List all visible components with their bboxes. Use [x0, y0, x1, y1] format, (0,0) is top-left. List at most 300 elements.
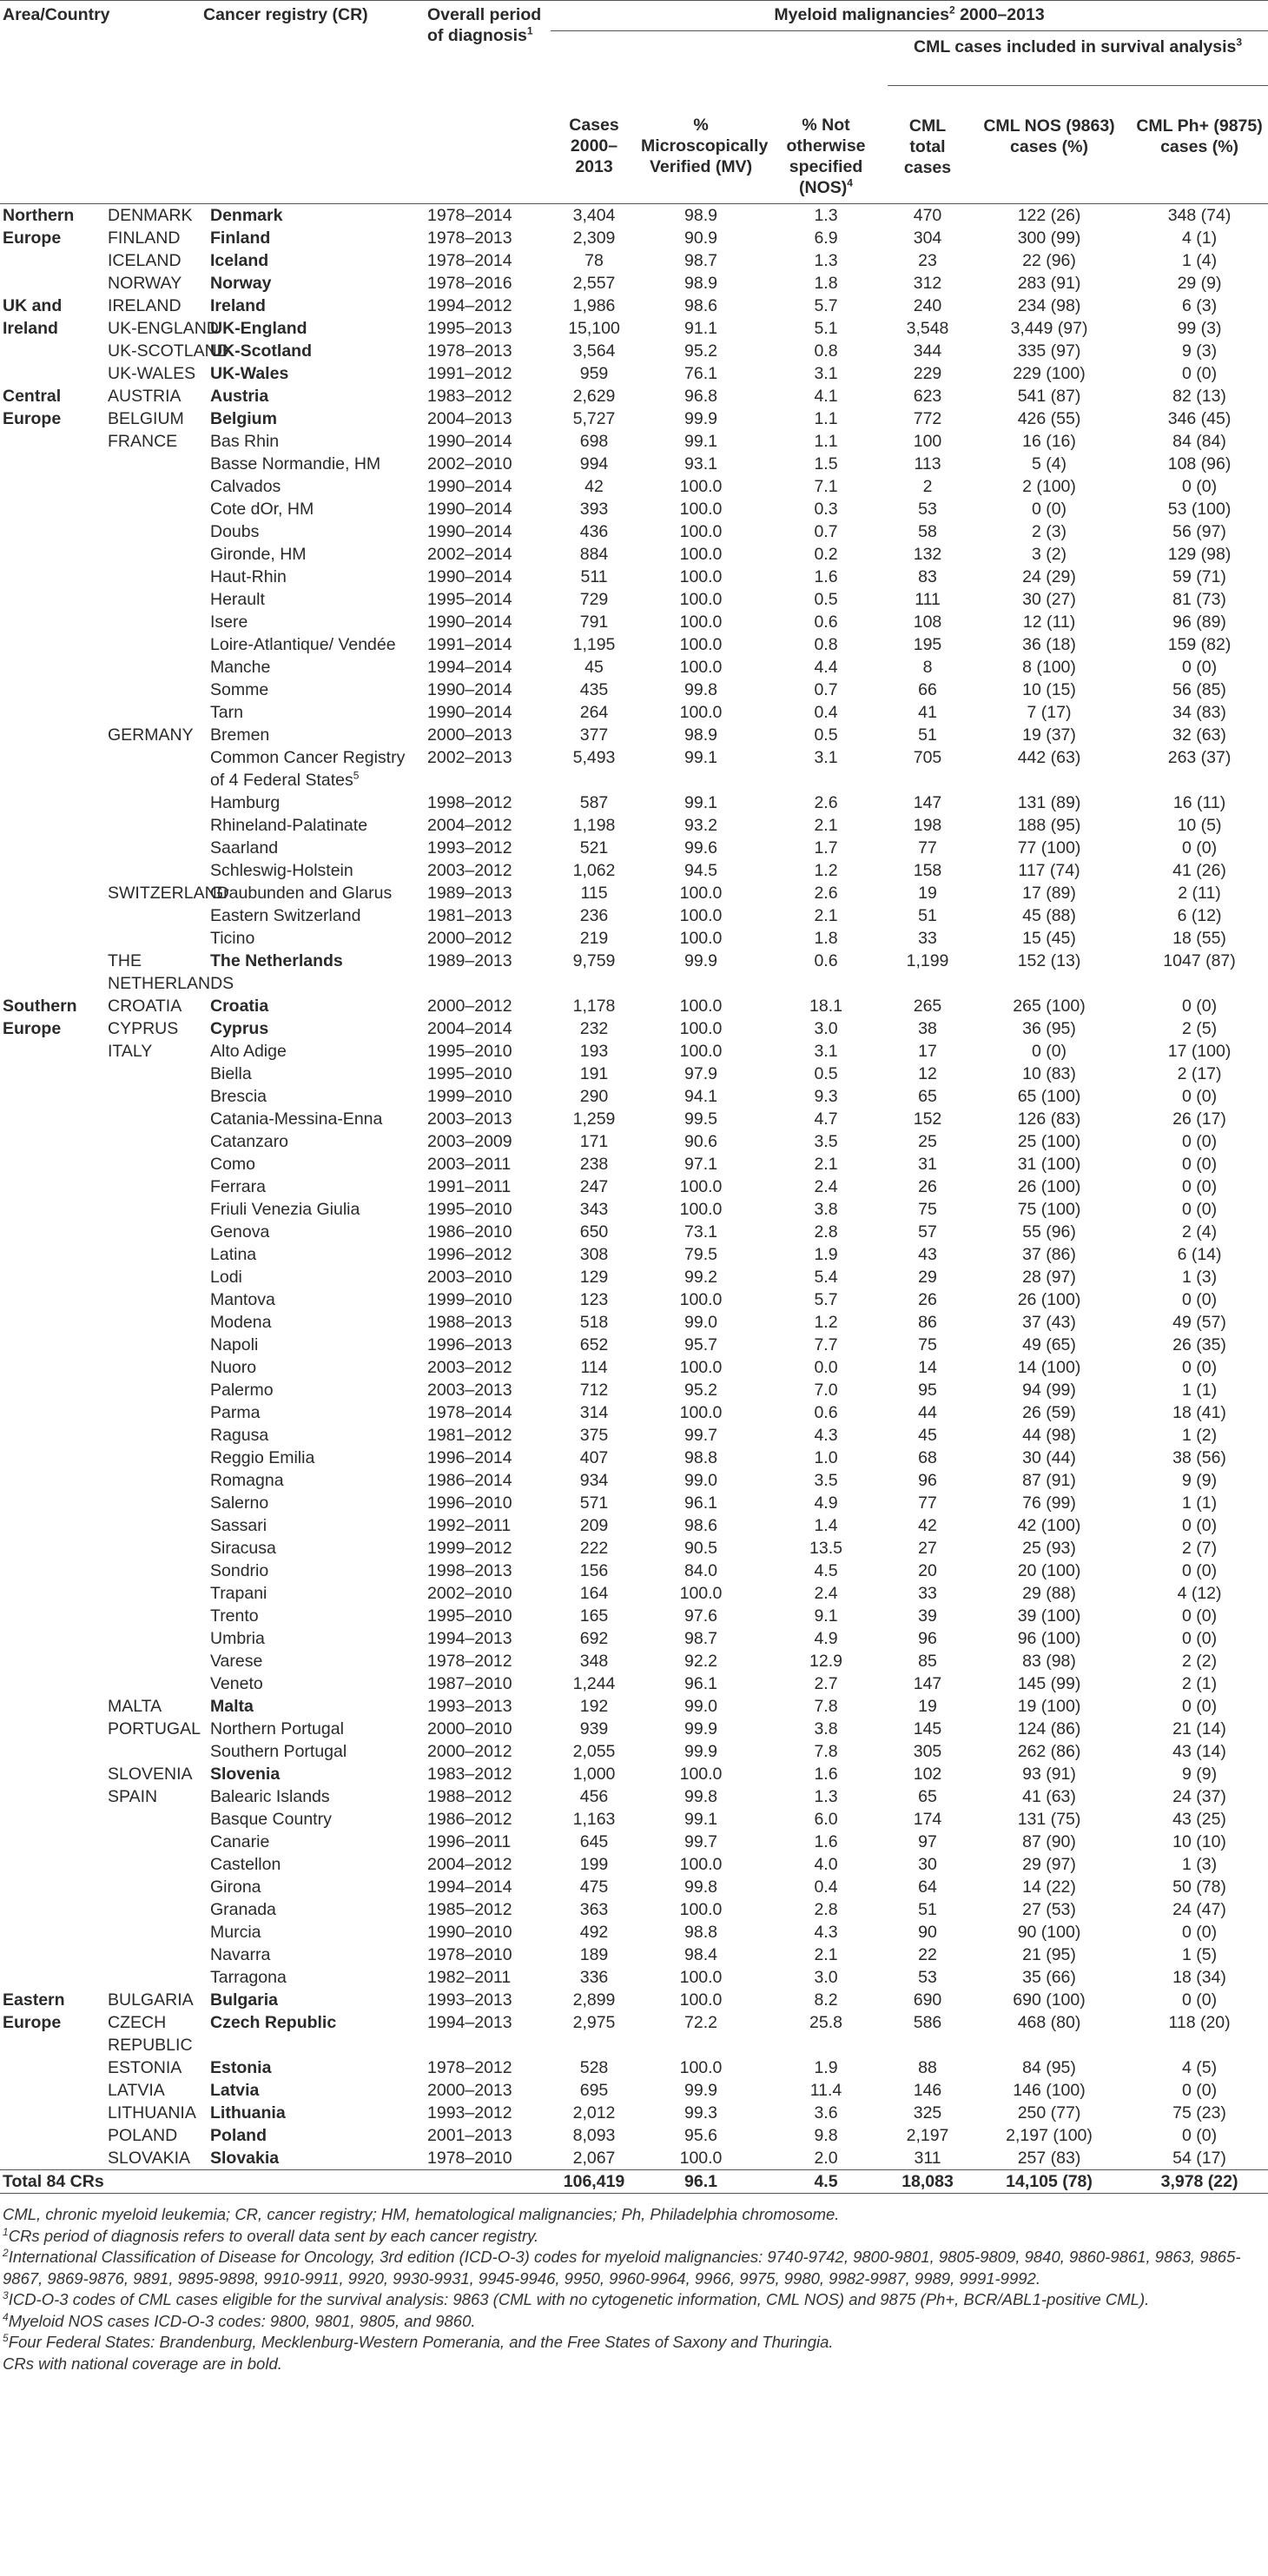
- cell-cmlnos: 3 (2): [1031, 545, 1067, 564]
- cell-cr: Napoli: [210, 1335, 259, 1354]
- cell-ph: 34 (83): [1172, 703, 1226, 722]
- cell-country: [102, 814, 198, 837]
- cell-nos: 2.1: [814, 1155, 838, 1174]
- cell-total: 158: [913, 861, 942, 880]
- cell-cr: Schleswig-Holstein: [210, 861, 353, 880]
- cell-mv: 100.0: [679, 2058, 723, 2077]
- cell-nos: 0.5: [814, 725, 838, 745]
- cell-nos: 1.8: [814, 929, 838, 948]
- cell-country: FINLAND: [108, 228, 181, 248]
- cell-mv: 79.5: [684, 1245, 717, 1264]
- cell-nos: 1.8: [814, 274, 838, 293]
- cell-period: 2000–2012: [427, 1742, 512, 1761]
- table-row: [0, 1989, 1268, 2011]
- cell-cr: Poland: [210, 2126, 267, 2145]
- cell-cases: 191: [579, 1064, 609, 1083]
- cell-cases: 209: [579, 1516, 609, 1535]
- cell-cases: 343: [579, 1200, 609, 1219]
- cell-ph: 84 (84): [1172, 432, 1226, 451]
- cell-ph: 9 (9): [1181, 1765, 1218, 1784]
- cell-area: [0, 1085, 102, 1108]
- table-row: [0, 1266, 1268, 1288]
- cell-cmlnos: 0 (0): [1031, 500, 1067, 519]
- cell-period: 1990–2014: [427, 522, 512, 541]
- cell-country: [102, 1108, 198, 1130]
- cell-cmlnos: 75 (100): [1017, 1200, 1081, 1219]
- cell-cr: Parma: [210, 1403, 261, 1422]
- cell-cr: Belgium: [210, 409, 277, 428]
- cell-cmlnos: 300 (99): [1017, 228, 1081, 248]
- cell-nos: 5.4: [814, 1268, 838, 1287]
- table-row: [0, 1650, 1268, 1672]
- cell-nos: 2.8: [814, 1900, 838, 1919]
- cell-period: 1990–2014: [427, 432, 512, 451]
- table-row: [0, 701, 1268, 724]
- table-row: [0, 2011, 1268, 2056]
- cell-ph: 2 (5): [1181, 1019, 1218, 1038]
- cell-area: [0, 1537, 102, 1560]
- cell-ph: 18 (41): [1172, 1403, 1226, 1422]
- table-row: [0, 679, 1268, 701]
- cell-cases: 264: [579, 703, 609, 722]
- cell-cr: Como: [210, 1155, 256, 1174]
- table-row: [0, 498, 1268, 520]
- table-row: [0, 430, 1268, 453]
- table-row: [0, 1537, 1268, 1560]
- total-cases: 106,419: [551, 2170, 637, 2194]
- cell-cr: Eastern Switzerland: [210, 906, 361, 925]
- cell-area: [0, 1356, 102, 1379]
- cell-cr: Modena: [210, 1313, 272, 1332]
- cell-mv: 99.2: [684, 1268, 717, 1287]
- cell-cmlnos: 45 (88): [1022, 906, 1076, 925]
- cell-cmlnos: 26 (100): [1017, 1290, 1081, 1309]
- cell-total: 97: [918, 1832, 937, 1851]
- cell-period: 1993–2012: [427, 2103, 512, 2122]
- cell-ph: 0 (0): [1181, 1516, 1218, 1535]
- cell-mv: 95.6: [684, 2126, 717, 2145]
- cell-ph: 43 (25): [1172, 1810, 1226, 1829]
- cell-mv: 100.0: [679, 500, 723, 519]
- cell-cr: Rhineland-Palatinate: [210, 816, 368, 835]
- cell-area: [0, 543, 102, 566]
- cell-cases: 247: [579, 1177, 609, 1196]
- cell-total: 111: [915, 590, 941, 609]
- cell-cmlnos: 25 (100): [1017, 1132, 1081, 1151]
- cell-cases: 884: [579, 545, 609, 564]
- cell-mv: 100.0: [679, 1990, 723, 2010]
- cell-nos: 7.1: [814, 477, 838, 496]
- cell-ph: 56 (97): [1172, 522, 1226, 541]
- cell-cr: Southern Portugal: [210, 1742, 347, 1761]
- cell-period: 1999–2010: [427, 1290, 512, 1309]
- cell-cmlnos: 44 (98): [1022, 1426, 1076, 1445]
- cell-cases: 475: [579, 1877, 609, 1897]
- footnote: [3, 2332, 1265, 2354]
- cell-cr: Loire-Atlantique/ Vendée: [210, 635, 396, 654]
- cell-period: 2002–2010: [427, 1584, 512, 1603]
- cell-ph: 41 (26): [1172, 861, 1226, 880]
- cell-country: [102, 1288, 198, 1311]
- cell-area: [0, 2079, 102, 2102]
- cell-country: [102, 1153, 198, 1175]
- cell-period: 2003–2013: [427, 1109, 512, 1129]
- cell-period: 2004–2013: [427, 409, 512, 428]
- cell-country: [102, 1492, 198, 1514]
- cell-total: 27: [918, 1539, 937, 1558]
- table-body: [0, 204, 1268, 2194]
- cell-period: 1996–2014: [427, 1448, 512, 1467]
- cell-total: 88: [918, 2058, 937, 2077]
- cell-nos: 2.4: [814, 1177, 838, 1196]
- cell-total: 66: [918, 680, 937, 699]
- cell-area: [0, 498, 102, 520]
- cell-area: [0, 1605, 102, 1627]
- cell-cmlnos: 55 (96): [1022, 1222, 1076, 1242]
- cell-period: 1994–2013: [427, 1629, 512, 1648]
- cell-total: 14: [918, 1358, 937, 1377]
- cell-nos: 8.2: [814, 1990, 838, 2010]
- cell-nos: 2.1: [814, 1945, 838, 1964]
- cell-cases: 698: [579, 432, 609, 451]
- cell-area: [0, 1040, 102, 1063]
- cell-period: 1988–2013: [427, 1313, 512, 1332]
- cell-country: [102, 475, 198, 498]
- cell-nos: 3.8: [814, 1200, 838, 1219]
- cell-country: THE NETHERLANDS: [108, 951, 234, 993]
- cell-total: 690: [913, 1990, 942, 2010]
- cell-period: 1983–2012: [427, 387, 512, 406]
- cell-total: 83: [918, 567, 937, 586]
- table-row: [0, 385, 1268, 407]
- cell-ph: 56 (85): [1172, 680, 1226, 699]
- cell-cr: Umbria: [210, 1629, 265, 1648]
- cell-cases: 164: [579, 1584, 609, 1603]
- table-row: [0, 1627, 1268, 1650]
- cell-mv: 100.0: [679, 1019, 723, 1038]
- cell-cmlnos: 335 (97): [1017, 341, 1081, 361]
- cell-area: [0, 1447, 102, 1469]
- cell-cr: Biella: [210, 1064, 252, 1083]
- cell-cr: Brescia: [210, 1087, 267, 1106]
- cell-mv: 99.0: [684, 1471, 717, 1490]
- cell-cr: Tarn: [210, 703, 243, 722]
- cell-period: 1990–2014: [427, 500, 512, 519]
- cell-mv: 94.5: [684, 861, 717, 880]
- cell-cases: 652: [579, 1335, 609, 1354]
- cell-period: 1978–2012: [427, 2058, 512, 2077]
- cell-nos: 4.9: [814, 1629, 838, 1648]
- cell-ph: 1 (5): [1181, 1945, 1218, 1964]
- cell-ph: 0 (0): [1181, 1087, 1218, 1106]
- cell-cases: 129: [579, 1268, 609, 1287]
- cell-mv: 97.6: [684, 1606, 717, 1626]
- cell-cmlnos: 96 (100): [1017, 1629, 1081, 1648]
- cell-country: [102, 1537, 198, 1560]
- cell-cases: 123: [579, 1290, 609, 1309]
- cell-nos: 3.5: [814, 1471, 838, 1490]
- cell-total: 470: [913, 206, 942, 225]
- cell-cases: 521: [579, 838, 609, 858]
- cell-nos: 6.9: [814, 228, 838, 248]
- cell-total: 29: [918, 1268, 937, 1287]
- cell-cr: Cyprus: [210, 1019, 269, 1038]
- cell-period: 1994–2012: [427, 296, 512, 315]
- cell-country: MALTA: [108, 1697, 162, 1716]
- cell-ph: 1047 (87): [1163, 951, 1236, 970]
- cell-period: 2000–2013: [427, 2081, 512, 2100]
- cell-country: [102, 1605, 198, 1627]
- cell-country: GERMANY: [108, 725, 194, 745]
- cell-country: [102, 633, 198, 656]
- cell-cmlnos: 131 (89): [1017, 793, 1081, 812]
- cell-cmlnos: 152 (13): [1017, 951, 1081, 970]
- table-row: [0, 814, 1268, 837]
- cell-total: 53: [918, 1968, 937, 1987]
- cell-cmlnos: 234 (98): [1017, 296, 1081, 315]
- cell-cr: Varese: [210, 1652, 263, 1671]
- cell-cmlnos: 21 (95): [1022, 1945, 1076, 1964]
- cell-area: [0, 1650, 102, 1672]
- cell-ph: 21 (14): [1172, 1719, 1226, 1738]
- cell-mv: 100.0: [679, 1900, 723, 1919]
- cell-nos: 3.5: [814, 1132, 838, 1151]
- cell-area: [0, 1876, 102, 1898]
- footnote: [3, 2311, 1265, 2333]
- cell-period: 1994–2013: [427, 2013, 512, 2032]
- cell-cases: 407: [579, 1448, 609, 1467]
- cell-ph: 75 (23): [1172, 2103, 1226, 2122]
- table-row: [0, 1921, 1268, 1944]
- cell-cr: Northern Portugal: [210, 1719, 344, 1738]
- table-row: [0, 791, 1268, 814]
- footnote-marker: 2: [3, 2246, 9, 2259]
- cell-period: 1978–2016: [427, 274, 512, 293]
- cell-cmlnos: 29 (88): [1022, 1584, 1076, 1603]
- cell-nos: 1.3: [814, 1787, 838, 1806]
- cell-mv: 99.1: [684, 793, 717, 812]
- cell-period: 1995–2010: [427, 1200, 512, 1219]
- cell-cases: 78: [584, 251, 604, 270]
- table-row: [0, 1876, 1268, 1898]
- table-row: [0, 453, 1268, 475]
- cell-area: [0, 1718, 102, 1740]
- cell-country: UK-ENGLAND: [108, 319, 219, 338]
- cell-total: 145: [913, 1719, 942, 1738]
- table-row: [0, 633, 1268, 656]
- cases-header: Cases 2000–2013: [551, 85, 637, 204]
- cell-ph: 2 (7): [1181, 1539, 1218, 1558]
- cell-ph: 346 (45): [1167, 409, 1232, 428]
- cell-mv: 100.0: [679, 545, 723, 564]
- cell-country: [102, 1447, 198, 1469]
- cell-total: 65: [918, 1787, 937, 1806]
- table-row: [0, 1447, 1268, 1469]
- cell-ph: 53 (100): [1167, 500, 1232, 519]
- cell-country: [102, 1831, 198, 1853]
- cell-cr: Saarland: [210, 838, 279, 858]
- cell-ph: 1 (1): [1181, 1493, 1218, 1513]
- cell-total: 23: [918, 251, 937, 270]
- cell-total: 30: [918, 1855, 937, 1874]
- cell-ph: 49 (57): [1172, 1313, 1226, 1332]
- footnote: [3, 2247, 1265, 2289]
- table-row: [0, 882, 1268, 904]
- cell-area: [0, 1469, 102, 1492]
- cell-period: 1996–2010: [427, 1493, 512, 1513]
- cell-cmlnos: 16 (16): [1022, 432, 1076, 451]
- cell-cases: 1,259: [572, 1109, 616, 1129]
- cell-country: CYPRUS: [108, 1019, 179, 1038]
- cell-cr: Calvados: [210, 477, 281, 496]
- cell-total: 240: [913, 296, 942, 315]
- cell-mv: 98.4: [684, 1945, 717, 1964]
- cell-nos: 0.8: [814, 635, 838, 654]
- cell-total: 85: [918, 1652, 937, 1671]
- cell-ph: 9 (9): [1181, 1471, 1218, 1490]
- cell-country: [102, 1356, 198, 1379]
- cell-total: 45: [918, 1426, 937, 1445]
- cell-total: 586: [913, 2013, 942, 2032]
- cell-mv: 100.0: [679, 590, 723, 609]
- cml-total-header: CML total cases: [888, 85, 968, 204]
- cell-nos: 2.8: [814, 1222, 838, 1242]
- cell-total: 20: [918, 1561, 937, 1580]
- cell-country: ICELAND: [108, 251, 182, 270]
- table-row: [0, 904, 1268, 927]
- cell-period: 1993–2013: [427, 1697, 512, 1716]
- cell-mv: 73.1: [684, 1222, 717, 1242]
- cell-cr: Reggio Emilia: [210, 1448, 315, 1467]
- cell-cr: Palermo: [210, 1381, 274, 1400]
- total-ph: 3,978 (22): [1131, 2170, 1268, 2194]
- cell-cr: Croatia: [210, 997, 269, 1016]
- cml-nos-header: CML NOS (9863) cases (%): [968, 85, 1131, 204]
- cell-total: 304: [913, 228, 942, 248]
- cell-cmlnos: 283 (91): [1017, 274, 1081, 293]
- cell-mv: 97.1: [684, 1155, 717, 1174]
- footnote-marker: 5: [3, 2331, 9, 2344]
- cell-country: [102, 1898, 198, 1921]
- cell-total: 3,548: [906, 319, 949, 338]
- cell-total: 95: [918, 1381, 937, 1400]
- cell-mv: 100.0: [679, 703, 723, 722]
- cell-cases: 712: [579, 1381, 609, 1400]
- cell-ph: 26 (35): [1172, 1335, 1226, 1354]
- cell-area: [0, 1266, 102, 1288]
- cell-cases: 2,557: [572, 274, 616, 293]
- cell-mv: 100.0: [679, 1200, 723, 1219]
- cell-cr: Friuli Venezia Giulia: [210, 1200, 360, 1219]
- cell-cases: 1,163: [572, 1810, 616, 1829]
- cell-area: [0, 1898, 102, 1921]
- cell-cr: Norway: [210, 274, 272, 293]
- cell-mv: 100.0: [679, 1177, 723, 1196]
- table-row: [0, 1740, 1268, 1763]
- cell-total: 17: [918, 1042, 937, 1061]
- cell-cases: 518: [579, 1313, 609, 1332]
- cell-area: Europe: [3, 1019, 62, 1038]
- cell-total: 102: [913, 1765, 942, 1784]
- cell-cr: Basse Normandie, HM: [210, 454, 381, 473]
- cell-cases: 645: [579, 1832, 609, 1851]
- cell-cr: Estonia: [210, 2058, 272, 2077]
- cell-cr: Herault: [210, 590, 265, 609]
- footnote: [3, 2289, 1265, 2311]
- cell-cr: UK-Scotland: [210, 341, 312, 361]
- cell-area: [0, 1175, 102, 1198]
- cell-cmlnos: 94 (99): [1022, 1381, 1076, 1400]
- cell-ph: 0 (0): [1181, 997, 1218, 1016]
- cell-ph: 96 (89): [1172, 613, 1226, 632]
- cell-total: 43: [918, 1245, 937, 1264]
- cell-nos: 7.0: [814, 1381, 838, 1400]
- cell-period: 1995–2010: [427, 1606, 512, 1626]
- table-row: [0, 656, 1268, 679]
- cell-nos: 0.4: [814, 703, 838, 722]
- cell-area: [0, 249, 102, 272]
- cell-cr: Ireland: [210, 296, 266, 315]
- cell-ph: 4 (1): [1181, 228, 1218, 248]
- cell-cases: 219: [579, 929, 609, 948]
- cell-ph: 0 (0): [1181, 477, 1218, 496]
- table-row: [0, 1492, 1268, 1514]
- cell-cmlnos: 26 (100): [1017, 1177, 1081, 1196]
- cell-total: 19: [918, 1697, 937, 1716]
- footnote: [3, 2354, 1265, 2375]
- cell-period: 1978–2010: [427, 1945, 512, 1964]
- cell-total: 53: [918, 500, 937, 519]
- cell-cmlnos: 5 (4): [1031, 454, 1067, 473]
- cell-period: 1990–2014: [427, 567, 512, 586]
- footnote-text: Four Federal States: Brandenburg, Mecklenburg-Western Pomerania, and the Free States of Saxony and Thuringia.: [8, 2333, 834, 2351]
- cell-ph: 0 (0): [1181, 838, 1218, 858]
- cell-period: 1983–2012: [427, 1765, 512, 1784]
- cell-total: 51: [918, 906, 937, 925]
- cell-cr: Tarragona: [210, 1968, 287, 1987]
- cell-area: [0, 1334, 102, 1356]
- cell-area: [0, 927, 102, 950]
- cell-area: [0, 1130, 102, 1153]
- cell-period: 2004–2012: [427, 1855, 512, 1874]
- cell-ph: 0 (0): [1181, 1606, 1218, 1626]
- cell-total: 38: [918, 1019, 937, 1038]
- cell-total: 147: [913, 793, 942, 812]
- cell-cr: Hamburg: [210, 793, 281, 812]
- cell-mv: 95.2: [684, 341, 717, 361]
- cell-cases: 192: [579, 1697, 609, 1716]
- cell-cases: 435: [579, 680, 609, 699]
- cell-nos: 1.3: [814, 206, 838, 225]
- cell-ph: 2 (11): [1178, 884, 1221, 903]
- cell-area: [0, 1695, 102, 1718]
- cell-mv: 99.9: [684, 1719, 717, 1738]
- cell-country: [102, 904, 198, 927]
- cell-nos: 3.0: [814, 1019, 838, 1038]
- cell-cr: Iceland: [210, 251, 269, 270]
- cell-cr: Sondrio: [210, 1561, 269, 1580]
- cell-area: [0, 1921, 102, 1944]
- cell-period: 1996–2012: [427, 1245, 512, 1264]
- cell-country: [102, 837, 198, 859]
- table-row: [0, 746, 1268, 791]
- footnote-text: Myeloid NOS cases ICD-O-3 codes: 9800, 9801, 9805, and 9860.: [8, 2311, 476, 2330]
- cell-cases: 1,062: [572, 861, 616, 880]
- cell-period: 1990–2014: [427, 613, 512, 632]
- cell-total: 22: [918, 1945, 937, 1964]
- cell-nos: 7.8: [814, 1697, 838, 1716]
- cell-cases: 1,198: [572, 816, 616, 835]
